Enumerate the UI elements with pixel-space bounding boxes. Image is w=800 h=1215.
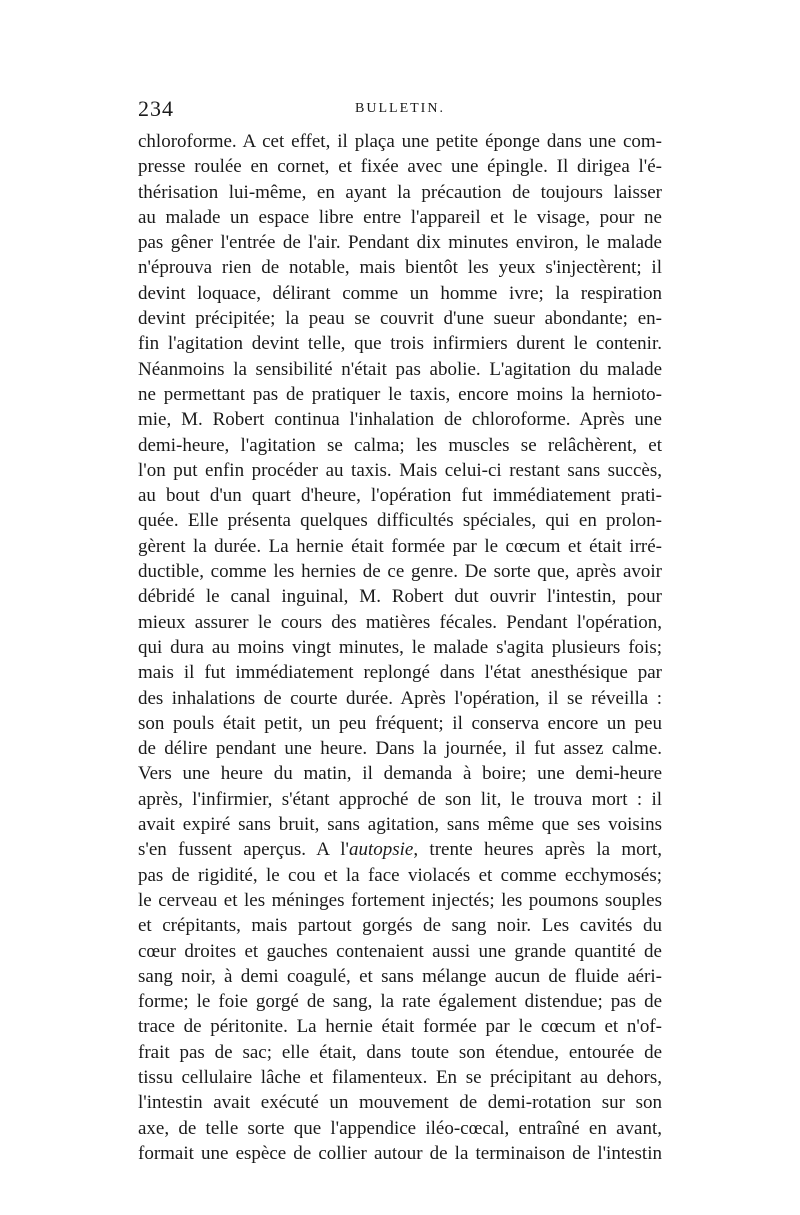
text-line: après, l'infirmier, s'étant approché de son lit, le trouva mort : il [138,788,662,810]
text-line: pas de rigidité, le cou et la face violacés et comme ecchymosés; [138,864,662,886]
italic-word: autopsie [348,839,414,861]
text-line: des inhalations de courte durée. Après l'opération, il se réveilla : [138,687,662,709]
text-run: s'en fussent aperçus. A l' [138,839,349,861]
text-line: quée. Elle présenta quelques difficultés spéciales, qui en prolon- [138,510,662,532]
text-line: Néanmoins la sensibilité n'était pas abolie. L'agitation du malade [138,358,662,380]
text-line: demi-heure, l'agitation se calma; les muscles se relâchèrent, et [138,434,662,456]
text-line: chloroforme. A cet effet, il plaça une petite éponge dans une com- [138,131,662,152]
text-line: son pouls était petit, un peu fréquent; il conserva encore un peu [138,712,662,734]
text-line: axe, de telle sorte que l'appendice iléo-cœcal, entraîné en avant, [138,1117,662,1139]
text-line: débridé le canal inguinal, M. Robert dut ouvrir l'intestin, pour [138,586,662,608]
text-line: presse roulée en cornet, et fixée avec une épingle. Il dirigea l'é- [138,156,662,178]
text-line: cœur droites et gauches contenaient aussi une grande quantité de [138,940,662,962]
page-number: 234 [138,96,174,121]
text-line: le cerveau et les méninges fortement injectés; les poumons souples [138,889,662,911]
text-line: devint précipitée; la peau se couvrit d'une sueur abondante; en- [138,308,662,330]
text-line: trace de péritonite. La hernie était formée par le cœcum et n'of- [138,1016,662,1038]
running-title: BULLETIN. [355,101,445,116]
text-line: pas gêner l'entrée de l'air. Pendant dix minutes environ, le malade [138,232,662,254]
text-line: mieux assurer le cours des matières fécales. Pendant l'opération, [138,611,662,633]
text-line: thérisation lui-même, en ayant la précaution de toujours laisser [138,181,662,203]
text-line: n'éprouva rien de notable, mais bientôt les yeux s'injectèrent; il [138,257,662,279]
text-line: Vers une heure du matin, il demanda à boire; une demi-heure [138,763,662,785]
text-line: tissu cellulaire lâche et filamenteux. En se précipitant au dehors, [138,1066,662,1088]
body-text [138,129,662,1166]
text-line: avait expiré sans bruit, sans agitation, sans même que ses voisins [138,814,662,836]
text-line: sang noir, à demi coagulé, et sans mélange aucun de fluide aéri- [138,965,662,987]
text-line: gèrent la durée. La hernie était formée par le cœcum et était irré- [138,535,662,557]
text-line: formait une espèce de collier autour de la terminaison de l'intestin [138,1142,662,1164]
text-line: ne permettant pas de pratiquer le taxis, encore moins la herniotо- [138,383,662,405]
text-line: de délire pendant une heure. Dans la journée, il fut assez calme. [138,738,662,760]
text-line: au bout d'un quart d'heure, l'opération fut immédiatement prati- [138,485,662,507]
running-head [138,96,662,126]
text-line: mais il fut immédiatement replongé dans l'état anesthésique par [138,662,662,684]
text-line: fin l'agitation devint telle, que trois infirmiers durent le contenir. [138,333,662,355]
text-line: forme; le foie gorgé de sang, la rate également distendue; pas de [138,991,662,1013]
text-line-autopsie [138,837,662,862]
text-run: , trente heures après la mort, [413,839,662,861]
text-line: devint loquace, délirant comme un homme ivre; la respiration [138,282,662,304]
text-line: frait pas de sac; elle était, dans toute son étendue, entourée de [138,1041,662,1063]
text-line: mie, M. Robert continua l'inhalation de chloroforme. Après une [138,409,662,431]
text-line: l'on put enfin procéder au taxis. Mais celui-ci restant sans succès, [138,459,662,481]
text-line: et crépitants, mais partout gorgés de sang noir. Les cavités du [138,915,662,937]
text-line: au malade un espace libre entre l'appareil et le visage, pour ne [138,206,662,228]
text-line: l'intestin avait exécuté un mouvement de demi-rotation sur son [138,1092,662,1114]
text-line: qui dura au moins vingt minutes, le malade s'agita plusieurs fois; [138,636,662,658]
text-line: ductible, comme les hernies de ce genre. De sorte que, après avoir [138,561,662,583]
